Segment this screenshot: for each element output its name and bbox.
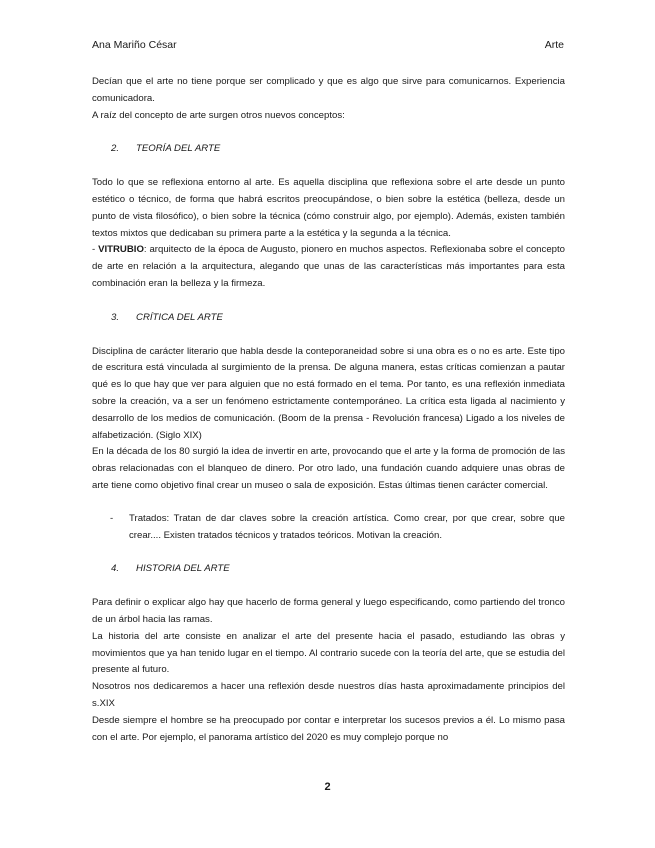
body-paragraph: Para definir o explicar algo hay que hacerlo de forma general y luego especificando, como partiendo del tronco de un árbol hacia las ramas.: [92, 597, 565, 625]
section-title: TEORÍA DEL ARTE: [136, 143, 221, 155]
page-header: [92, 39, 564, 51]
section-title: CRÍTICA DEL ARTE: [136, 311, 223, 323]
intro-paragraph: A raíz del concepto de arte surgen otros nuevos conceptos:: [92, 109, 345, 121]
list-item: [92, 511, 565, 545]
section-heading-teoria: [92, 141, 565, 158]
section-number: 2.: [111, 143, 120, 155]
body-paragraph: La historia del arte consiste en analizar el arte del presente hacia el pasado, estudiando las obras y movimientos que ya han tenido lugar en el tiempo. Al contrario sucede con la teoría del arte, que se estudia del presente al futuro.: [92, 630, 565, 676]
keyword-description: : arquitecto de la época de Augusto, pionero en muchos aspectos. Reflexionaba sobre el concepto de arte en relación a la arquitectura, alegando que unas de las características más importantes para esta combinación eran la belleza y la firmeza.: [92, 244, 565, 289]
intro-paragraph: Decían que el arte no tiene porque ser complicado y que es algo que sirve para comunicarnos. Experiencia comunicadora.: [92, 76, 565, 104]
body-paragraph: Todo lo que se reflexiona entorno al arte. Es aquella disciplina que reflexiona sobre el arte desde un punto estético o técnico, de forma que habrá escritos preocupándose, o bien sobre la estética (belleza, desde un punto de vista filosófico), o bien sobre la técnica (cómo construir algo, por ejemplo). Además, existen también textos mixtos que dedicaban su primera parte a la estética y la segunda a la técnica.: [92, 177, 565, 239]
section-title: HISTORIA DEL ARTE: [136, 563, 230, 575]
bullet-text: Tratados: Tratan de dar claves sobre la creación artística. Como crear, por que crear, sobre que crear.... Existen tratados técnicos y tratados teóricos. Motivan la creación.: [129, 512, 565, 541]
bullet-dash: -: [110, 512, 114, 524]
body-paragraph: Nosotros nos dedicaremos a hacer una reflexión desde nuestros días hasta aproximadamente principios del s.XIX: [92, 681, 565, 709]
keyword-prefix: -: [92, 244, 99, 256]
document-body: [92, 74, 565, 746]
body-paragraph: Disciplina de carácter literario que habla desde la conteporaneidad sobre si una obra es o no es arte. Este tipo de escritura está vinculada al surgimiento de la prensa. De alguna manera, estas críticas comienzan a pautar qué es lo que hay que ver para alguien que no está formado en el tema. Por tanto, es una reflexión inmediata sobre la creación, va a ser un fenómeno estrictamente contemporáneo. La crítica esta ligada al nacimiento y desarrollo de los medios de comunicación. (Boom de la prensa - Revolución francesa) Ligado a los niveles de alfabetización. (Siglo XIX): [92, 345, 565, 441]
body-paragraph: Desde siempre el hombre se ha preocupado por contar e interpretar los sucesos previos a él. Lo mismo pasa con el arte. Por ejemplo, el panorama artístico del 2020 es muy complejo porque no: [92, 714, 565, 743]
keyword-paragraph: [92, 242, 565, 292]
section-heading-historia: [92, 561, 565, 578]
page-number: 2: [324, 781, 331, 793]
section-heading-critica: [92, 310, 565, 327]
keyword-vitrubio: VITRUBIO: [98, 244, 144, 256]
body-paragraph: En la década de los 80 surgió la idea de invertir en arte, provocando que el arte y la forma de promoción de las obras relacionadas con el blanqueo de dinero. Por otro lado, una fundación cuando adquiere unas obras de arte tiene como objetivo final crear un museo o sala de exposición. Estas últimas tienen carácter comercial.: [92, 446, 565, 491]
section-number: 3.: [111, 311, 120, 323]
header-author: Ana Mariño César: [92, 39, 177, 51]
header-section: Arte: [544, 39, 564, 51]
section-number: 4.: [111, 563, 120, 575]
